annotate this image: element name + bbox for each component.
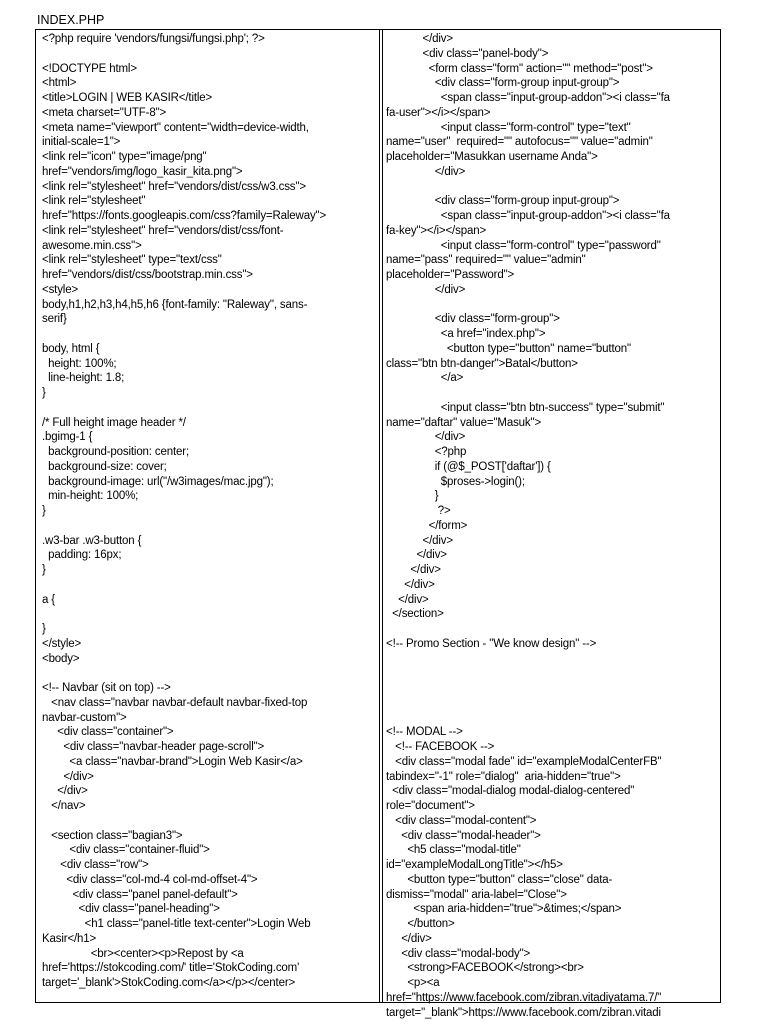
left-code-line: </div> [42, 770, 94, 783]
left-code-line: .w3-bar .w3-button { [42, 534, 142, 547]
right-code-line: name="daftar" value="Masuk"> [386, 416, 542, 429]
right-code-line: </form> [386, 519, 468, 532]
left-code-line: </nav> [42, 800, 86, 812]
left-code-line: background-position: center; [42, 446, 190, 458]
right-code-line: </div> [386, 593, 429, 606]
left-code-line: /* Full height image header */ [42, 416, 186, 429]
left-code-line: min-height: 100%; [42, 490, 139, 503]
right-code-line: tabindex="-1" role="dialog" aria-hidden="true"> [386, 770, 621, 783]
right-code-line [386, 696, 716, 711]
left-code-line: href='https://stokcoding.com/' title='StokCoding.com' [42, 962, 300, 975]
right-code-line: </div> [386, 932, 432, 945]
right-code-line: role="document"> [386, 800, 475, 812]
left-code-line: <div class="row"> [42, 859, 149, 871]
left-code-line: <!DOCTYPE html> [42, 62, 137, 75]
left-code-line: navbar-custom"> [42, 711, 127, 724]
code-column-left [36, 30, 380, 1002]
left-code-line: <div class="panel-heading"> [42, 903, 220, 916]
right-code-line: $proses->login(); [386, 475, 525, 488]
right-code-line [386, 666, 716, 681]
right-code-line: <button type="button" name="button" [386, 342, 631, 355]
right-code-line: <!-- Promo Section - "We know design" --> [386, 637, 597, 650]
right-code-line [386, 681, 716, 696]
right-code-line: <div class="form-group input-group"> [386, 77, 620, 90]
left-code-line: line-height: 1.8; [42, 372, 125, 385]
left-code-line: <link rel="icon" type="image/png" [42, 151, 207, 163]
left-code-line: } [42, 387, 46, 399]
left-code-line: a { [42, 593, 55, 606]
left-code-line: <div class="col-md-4 col-md-offset-4"> [42, 873, 258, 886]
left-code-line: <meta charset="UTF-8"> [42, 106, 167, 119]
left-code-line: <h1 class="panel-title text-center">Login Web [42, 918, 311, 930]
right-code-line: </a> [386, 372, 464, 385]
left-code-line [42, 814, 375, 829]
left-code-line: <nav class="navbar navbar-default navbar-fixed-top [42, 696, 308, 709]
left-code-line: <meta name="viewport" content="width=device-width, [42, 121, 309, 134]
right-code-line: name="user" required="" autofocus="" value="admin" [386, 136, 653, 149]
right-code-line: </div> [386, 431, 466, 444]
right-code-line: </button> [386, 918, 455, 930]
right-code-line: <span class="input-group-addon"><i class="fa [386, 92, 670, 104]
left-code-line: target='_blank'>StokCoding.com</a></p></center> [42, 977, 296, 989]
left-code-line [42, 401, 375, 416]
left-code-line: <title>LOGIN | WEB KASIR</title> [42, 92, 213, 104]
left-code-line: <html> [42, 77, 77, 90]
left-code-line: </style> [42, 637, 82, 650]
right-code-line: <span aria-hidden="true">&times;</span> [386, 903, 622, 916]
left-code-line: <style> [42, 283, 79, 296]
right-code-line: <h5 class="modal-title" [386, 844, 521, 857]
right-code-line: </div> [386, 578, 435, 591]
right-code-line: <p><a [386, 977, 440, 989]
right-code-line [386, 298, 716, 313]
left-code-line [42, 666, 375, 681]
left-code-line: <?php require 'vendors/fungsi/fungsi.php'; ?> [42, 33, 265, 45]
right-code-line: </div> [386, 534, 453, 547]
right-code-line [386, 622, 716, 637]
left-code-line: <div class="navbar-header page-scroll"> [42, 741, 265, 753]
right-code-line: <div class="modal-body"> [386, 947, 531, 960]
left-code-line: <!-- Navbar (sit on top) --> [42, 682, 171, 694]
right-code-line: </div> [386, 549, 447, 562]
right-code-line: </div> [386, 33, 453, 45]
left-code-line: padding: 16px; [42, 549, 122, 562]
right-code-line: id="exampleModalLongTitle"></h5> [386, 859, 563, 871]
left-code-line [42, 578, 375, 593]
left-code-line: Kasir</h1> [42, 932, 97, 945]
left-code-line: <a class="navbar-brand">Login Web Kasir</a> [42, 755, 303, 768]
right-code-line: placeholder="Masukkan username Anda"> [386, 151, 598, 163]
left-code-line: href="vendors/img/logo_kasir_kita.png"> [42, 165, 243, 178]
left-code-line: awesome.min.css"> [42, 239, 142, 252]
left-code-line: body, html { [42, 342, 100, 355]
right-code-line: <input class="form-control" type="password" [386, 239, 661, 252]
right-code-line: if (@$_POST['daftar']) { [386, 460, 551, 473]
right-code-line: name="pass" required="" value="admin" [386, 254, 586, 267]
right-code-line: placeholder="Password"> [386, 269, 515, 281]
left-code-line: <div class="panel panel-default"> [42, 888, 238, 901]
left-code-line: body,h1,h2,h3,h4,h5,h6 {font-family: "Raleway", sans- [42, 298, 308, 311]
left-code-line: .bgimg-1 { [42, 431, 93, 444]
right-code-line: <div class="modal-content"> [386, 814, 537, 827]
right-code-line: <div class="form-group"> [386, 313, 560, 326]
left-code-line: } [42, 564, 46, 576]
right-code-line: <strong>FACEBOOK</strong><br> [386, 962, 584, 975]
right-code-line: </div> [386, 564, 441, 576]
left-code-line [42, 607, 375, 622]
right-code-line: ?> [386, 505, 451, 517]
left-code-line: } [42, 623, 46, 635]
left-code-line: <div class="container-fluid"> [42, 844, 210, 857]
left-code-line: <section class="bagian3"> [42, 829, 183, 842]
right-code-line: <form class="form" action="" method="post"> [386, 62, 653, 75]
right-code-line: <div class="modal-header"> [386, 829, 541, 842]
right-code-line: <input class="form-control" type="text" [386, 121, 631, 134]
left-code-line: height: 100%; [42, 357, 117, 370]
left-code-line: href="https://fonts.googleapis.com/css?family=Raleway"> [42, 210, 327, 222]
right-code-line: </div> [386, 165, 466, 178]
code-listing-table [35, 29, 721, 1019]
right-code-line: } [386, 490, 439, 503]
right-code-line: class="btn btn-danger">Batal</button> [386, 357, 578, 370]
left-code-line [42, 519, 375, 534]
right-code-line: <button type="button" class="close" data- [386, 873, 613, 886]
right-code-line: <?php [386, 446, 467, 458]
right-code-line: </div> [386, 283, 466, 296]
left-code-line: initial-scale=1"> [42, 136, 121, 149]
right-code-line: <a href="index.php"> [386, 328, 546, 340]
right-code-line: fa-key"></i></span> [386, 224, 487, 237]
right-code-line: target="_blank">https://www.facebook.com/zibran.vitadi [386, 1006, 661, 1019]
right-code-line: <span class="input-group-addon"><i class="fa [386, 210, 670, 222]
left-code-line: background-size: cover; [42, 460, 167, 473]
left-code-line: <link rel="stylesheet" href="vendors/dist/css/font- [42, 224, 284, 237]
right-code-line: href="https://www.facebook.com/zibran.vitadiyatama.7/" [386, 991, 662, 1004]
right-code-line: <div class="modal-dialog modal-dialog-centered" [386, 785, 635, 798]
right-code-line [386, 386, 716, 401]
left-code-line [42, 327, 375, 342]
code-column-right [382, 30, 720, 1019]
right-code-line: fa-user"></i></span> [386, 106, 491, 119]
right-code-line: <input class="btn btn-success" type="submit" [386, 401, 665, 414]
left-code-line: serif} [42, 313, 67, 326]
right-code-line: <!-- MODAL --> [386, 726, 463, 739]
left-code-line: <link rel="stylesheet" [42, 195, 146, 208]
right-code-line [386, 180, 716, 195]
right-code-line: dismiss="modal" aria-label="Close"> [386, 888, 567, 901]
left-code-line: <link rel="stylesheet" type="text/css" [42, 254, 222, 267]
right-code-line: <div class="form-group input-group"> [386, 195, 620, 208]
left-code-line: <link rel="stylesheet" href="vendors/dist/css/w3.css"> [42, 180, 306, 193]
right-code-line [386, 652, 716, 667]
left-code-line: </div> [42, 785, 88, 798]
left-code-line: <body> [42, 652, 80, 665]
left-code-line: <br><center><p>Repost by <a [42, 947, 244, 960]
left-code-line [42, 47, 375, 62]
right-code-line: <!-- FACEBOOK --> [386, 741, 495, 753]
left-code-line: href="vendors/dist/css/bootstrap.min.css"> [42, 269, 253, 281]
document-title: INDEX.PHP [37, 13, 105, 27]
right-code-line [386, 711, 716, 726]
left-code-line: <div class="container"> [42, 726, 174, 739]
left-code-line: background-image: url("/w3images/mac.jpg"); [42, 475, 274, 488]
right-code-line: <div class="modal fade" id="exampleModalCenterFB" [386, 755, 662, 768]
left-code-line: } [42, 505, 46, 517]
right-code-line: <div class="panel-body"> [386, 47, 549, 60]
right-code-line: </section> [386, 608, 444, 621]
